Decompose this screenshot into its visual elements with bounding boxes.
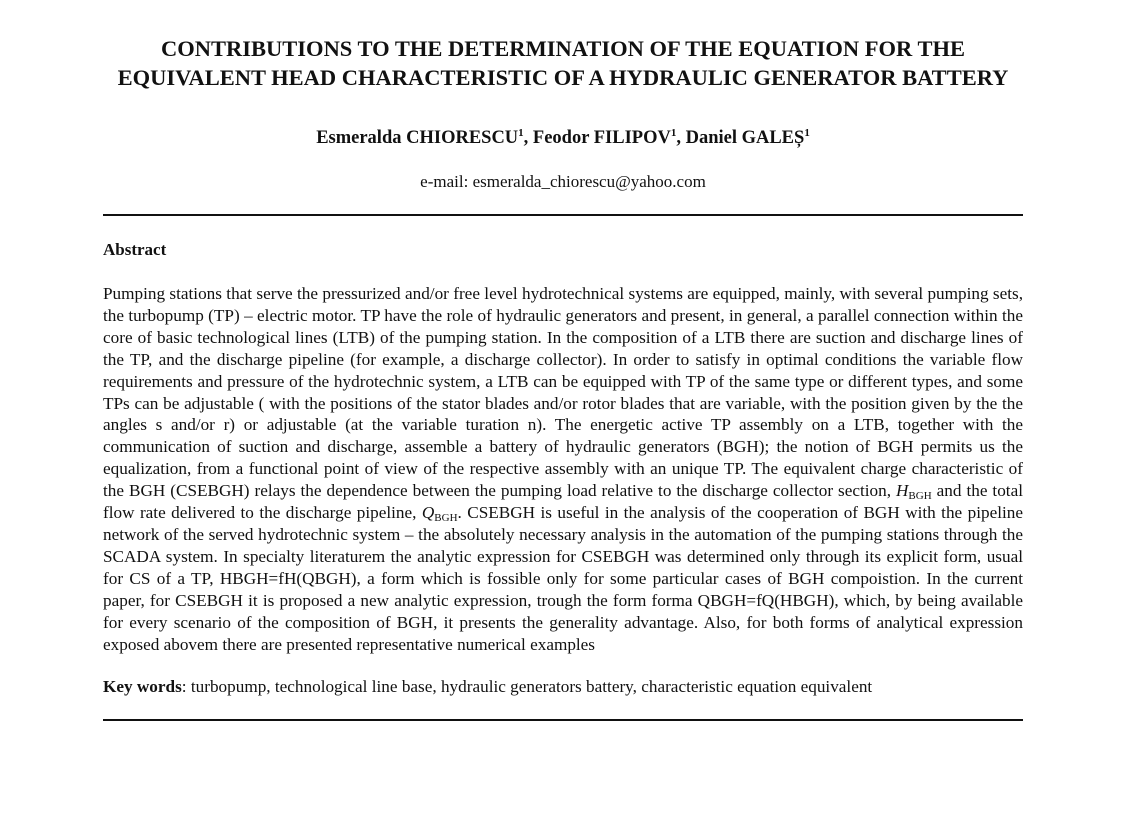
author-list <box>103 126 1023 150</box>
author-separator: , <box>676 128 686 148</box>
abstract-heading: Abstract <box>103 240 167 259</box>
keywords-text: : turbopump, technological line base, hydraulic generators battery, characteristic equation equivalent <box>181 677 873 697</box>
head-symbol: H <box>896 481 909 501</box>
author-name: Daniel GALEȘ <box>685 128 805 148</box>
author-affiliation: 1 <box>670 127 677 139</box>
abstract-text: Pumping stations that serve the pressurized and/or free level hydrotechnical systems are equipped, mainly, with several pumping sets, the turbopump (TP) – electric motor. TP have the role of hydraulic generators and present, in general, a parallel connection within the core of basic technological lines (LTB) of the pumping station. In the composition of a LTB there are suction and discharge lines of the TP, and the discharge pipeline (for example, a discharge collector). In order to satisfy in optimal conditions the variable flow requirements and pressure of the hydrotechnic system, a LTB can be equipped with TP of the same type or different types, and some TPs can be adjustable ( with the positions of the stator blades and/or rotor blades that are variable, with the position given by the the angles s and/or r) or adjustable (at the variable turation n). The energetic active TP assembly on a LTB, together with the communication of suction and discharge, assemble a battery of hydraulic generators (BGH); the notion of BGH permits us the equalization, from a functional point of view of the respective assembly with an unique TP. The equivalent charge characteristic of the BGH (CSEBGH) relays the dependence between the pumping load relative to the discharge collector section, <box>103 284 1023 501</box>
keywords-label: Key words <box>103 677 182 697</box>
author-affiliation: 1 <box>804 127 810 139</box>
header-divider <box>103 214 1023 216</box>
paper-page <box>103 34 1023 721</box>
author-separator: , <box>523 128 533 148</box>
head-subscript: BGH <box>908 490 932 503</box>
contact-email: e-mail: esmeralda_chiorescu@yahoo.com <box>420 172 706 191</box>
abstract-body <box>103 283 1023 655</box>
paper-title: CONTRIBUTIONS TO THE DETERMINATION OF THE EQUATION FOR THE EQUIVALENT HEAD CHARACTERISTIC OF A HYDRAULIC GENERATOR BATTERY <box>117 36 1009 90</box>
abstract-text: and the total flow rate delivered to the discharge pipeline, <box>103 481 1023 523</box>
keywords <box>103 676 1023 698</box>
author-name: Feodor FILIPOV <box>532 128 671 148</box>
footer-divider <box>103 719 1023 721</box>
flow-symbol: Q <box>421 503 435 523</box>
flow-subscript: BGH <box>434 512 458 525</box>
author-name: Esmeralda CHIORESCU <box>316 128 519 148</box>
author-affiliation: 1 <box>518 127 524 139</box>
abstract-text: . CSEBGH is useful in the analysis of the cooperation of BGH with the pipeline network of the served hydrotechnic system – the absolutely necessary analysis in the automation of the pumping stations through the SCADA system. In specialty literaturem the analytic expression for CSEBGH was determined only through its explicit form, usual for CS of a TP, HBGH=fH(QBGH), a form which is fossible only for some particular cases of BGH compoistion. In the current paper, for CSEBGH it is proposed a new analytic expression, trough the form forma QBGH=fQ(HBGH), which, by being available for every scenario of the composition of BGH, it presents the generality advantage. Also, for both forms of analytical expression exposed abovem there are presented representative numerical examples <box>103 503 1023 654</box>
